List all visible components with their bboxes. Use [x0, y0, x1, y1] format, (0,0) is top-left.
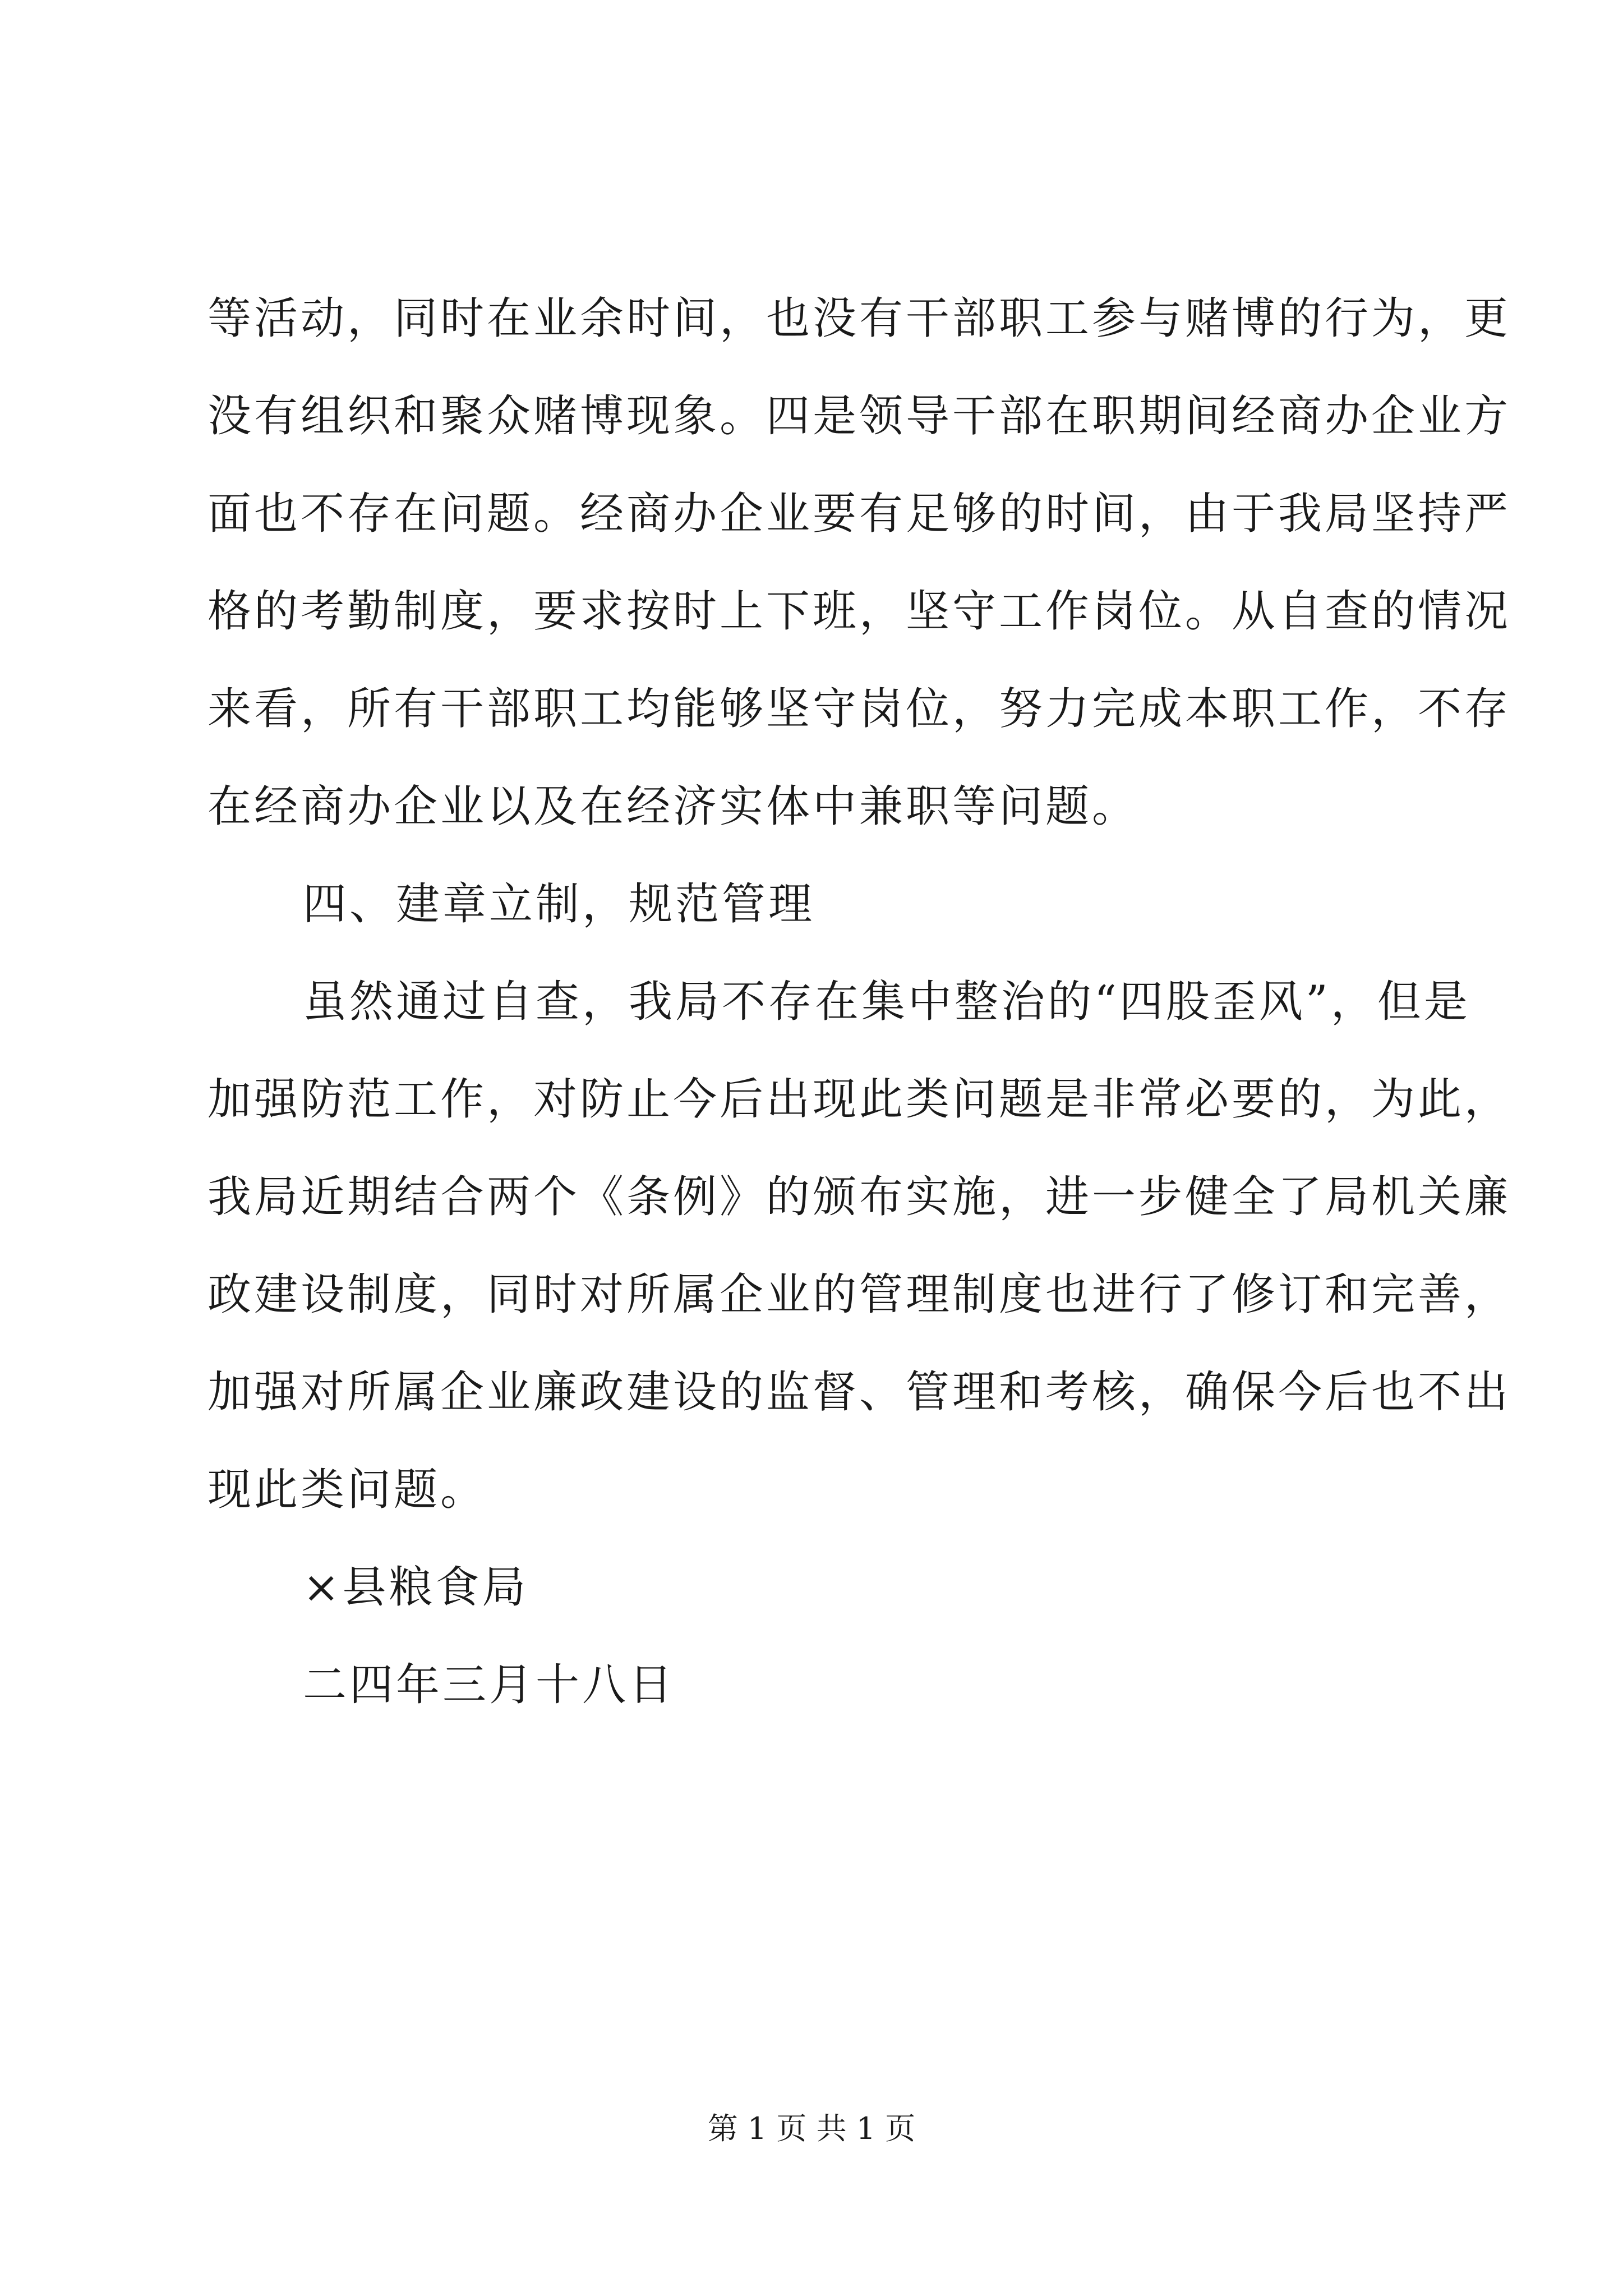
- paragraph-line: 来看，所有干部职工均能够坚守岗位，努力完成本职工作，不存: [208, 684, 1511, 734]
- paragraph-line: 政建设制度，同时对所属企业的管理制度也进行了修订和完善，: [208, 1269, 1511, 1320]
- paragraph-line: 没有组织和聚众赌博现象。四是领导干部在职期间经商办企业方: [208, 391, 1511, 441]
- paragraph-line: 面也不存在问题。经商办企业要有足够的时间，由于我局坚持严: [208, 489, 1511, 539]
- paragraph-line: 加强防范工作，对防止今后出现此类问题是非常必要的，为此，: [208, 1074, 1511, 1125]
- paragraph-line: 加强对所属企业廉政建设的监督、管理和考核，确保今后也不出: [208, 1367, 1511, 1418]
- page-footer: 第 1 页 共 1 页: [707, 2111, 916, 2146]
- section-heading: 四、建章立制，规范管理: [303, 879, 815, 930]
- paragraph-line: 等活动，同时在业余时间，也没有干部职工参与赌博的行为，更: [208, 293, 1511, 344]
- paragraph-line: 我局近期结合两个《条例》的颁布实施，进一步健全了局机关廉: [208, 1172, 1511, 1222]
- paragraph-line: 格的考勤制度，要求按时上下班，坚守工作岗位。从自查的情况: [208, 586, 1511, 637]
- paragraph-line: 现此类问题。: [208, 1465, 487, 1515]
- paragraph-line: 在经商办企业以及在经济实体中兼职等问题。: [208, 781, 1139, 832]
- signature-organization: ×县粮食局: [303, 1562, 529, 1613]
- document-body: [208, 292, 1511, 1756]
- paragraph-line: 虽然通过自查，我局不存在集中整治的“四股歪风”，但是: [303, 977, 1470, 1027]
- signature-date: 二四年三月十八日: [303, 1660, 676, 1710]
